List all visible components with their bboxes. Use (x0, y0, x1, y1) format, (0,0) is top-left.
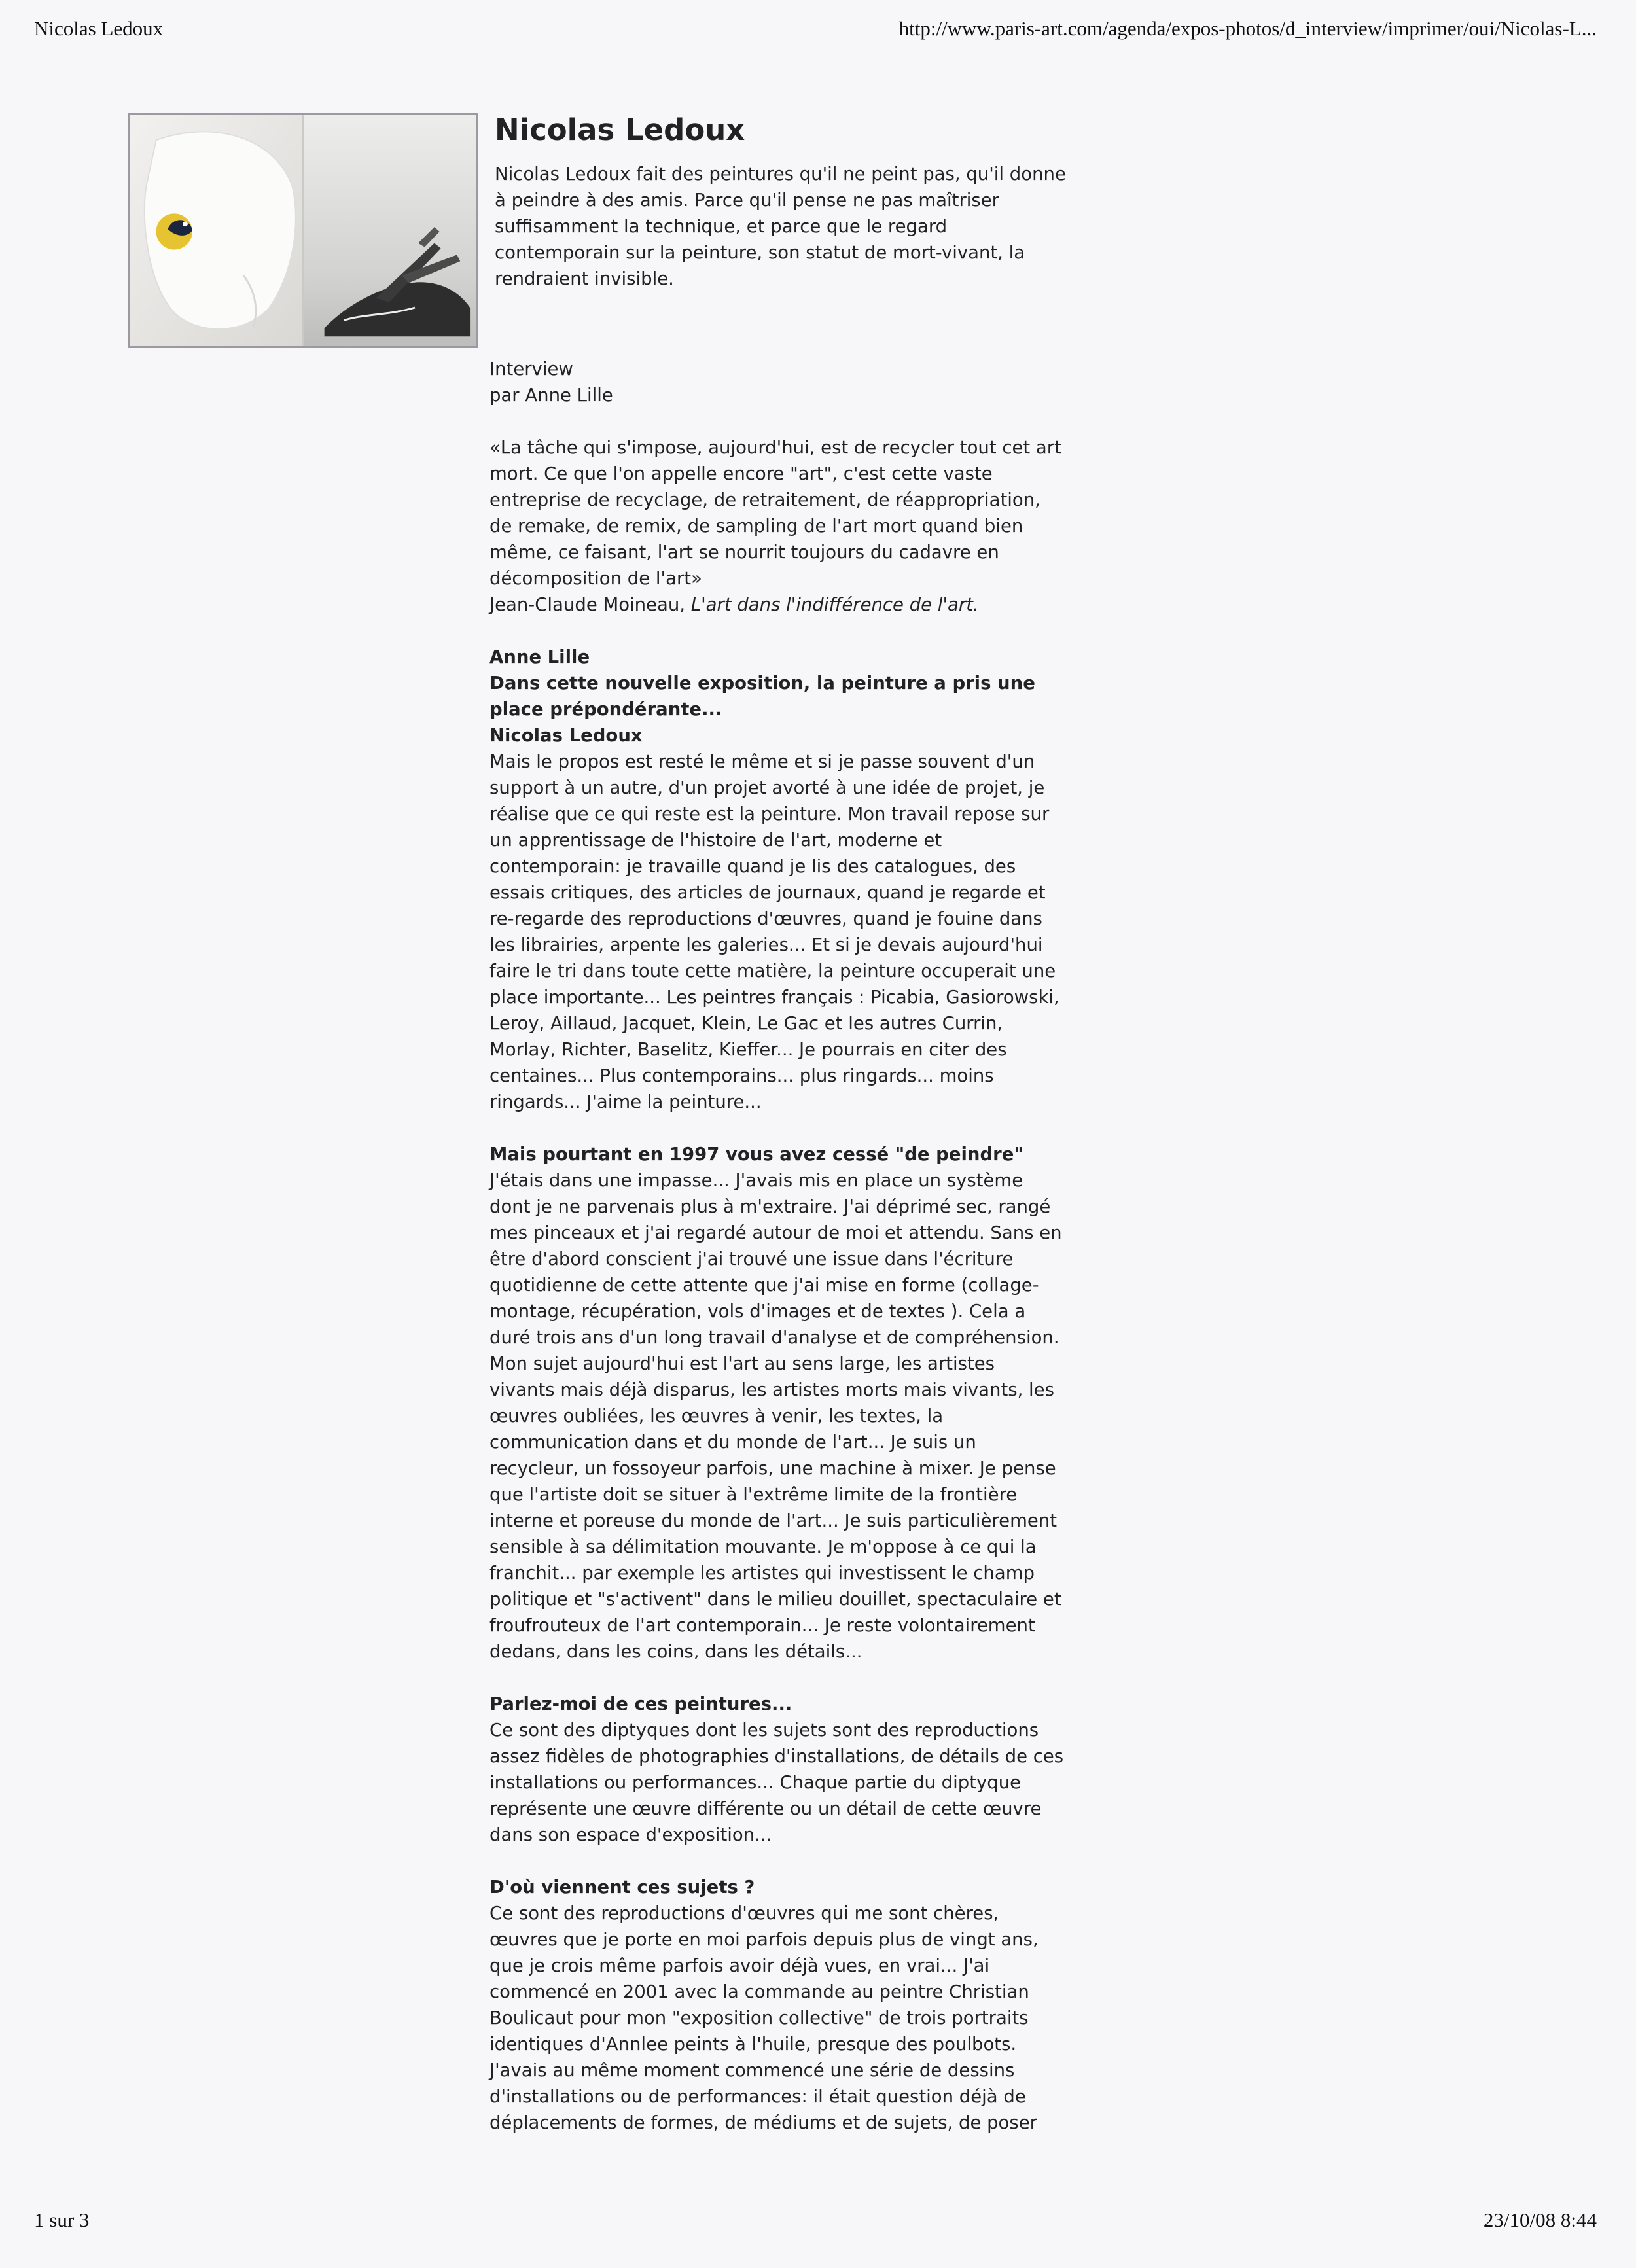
question-4: D'où viennent ces sujets ? (489, 1877, 755, 1898)
interviewee-name: Nicolas Ledoux (489, 725, 643, 746)
question-3: Parlez-moi de ces peintures... (489, 1693, 792, 1714)
article-intro: Nicolas Ledoux fait des peintures qu'il ne peint pas, qu'il donne à peindre à des amis. Parce qu'il pense ne pas maîtriser suffisamment la technique, et parce que le regard contemporain sur la peinture, son statut de mort-vivant, la rendraient invisible. (495, 164, 1066, 289)
question-2: Mais pourtant en 1997 vous avez cessé "de peindre" (489, 1144, 1023, 1165)
article-byline: par Anne Lille (489, 385, 613, 406)
question-1: Dans cette nouvelle exposition, la peinture a pris une place prépondérante... (489, 673, 1035, 720)
page-counter: 1 sur 3 (34, 2208, 90, 2231)
answer-3: Ce sont des diptyques dont les sujets sont des reproductions assez fidèles de photographies d'installations, de détails de ces installations ou performances... Chaque partie du diptyque représente une œuvre différente ou un détail de cette œuvre dans son espace d'exposition... (489, 1720, 1064, 1845)
page-title: Nicolas Ledoux (495, 113, 745, 147)
print-header-title: Nicolas Ledoux (34, 17, 164, 40)
epigraph-attribution (489, 592, 1065, 618)
article-body (489, 356, 1065, 2136)
epigraph-quote: «La tâche qui s'impose, aujourd'hui, est de recycler tout cet art mort. Ce que l'on appelle encore "art", c'est cette vaste entreprise de recyclage, de retraitement, de réappropriation, de remake, de remix, de sampling de l'art mort quand bien même, ce faisant, l'art se nourrit toujours du cadavre en décomposition de l'art» (489, 437, 1061, 589)
epigraph-source: L'art dans l'indifférence de l'art. (690, 594, 979, 615)
answer-1: Mais le propos est resté le même et si je passe souvent d'un support à un autre, d'un projet avorté à une idée de projet, je réalise que ce qui reste est la peinture. Mon travail repose sur un apprentissage de l'histoire de l'art, moderne et contemporain: je travaille quand je lis des catalogues, des essais critiques, des articles de journaux, quand je regarde et re-regarde des reproductions d'œuvres, quand je fouine dans les librairies, arpente les galeries... Et si je devais aujourd'hui faire le tri dans toute cette matière, la peinture occuperait une place importante... Les peintres français : Picabia, Gasiorowski, Leroy, Aillaud, Jacquet, Klein, Le Gac et les autres Currin, Morlay, Richter, Baselitz, Kieffer... Je pourrais en citer des centaines... Plus contemporains... plus ringards... moins ringards... J'aime la peinture... (489, 751, 1059, 1112)
epigraph-author: Jean-Claude Moineau, (489, 594, 691, 615)
artwork-diptych-image (128, 113, 478, 348)
article-kind: Interview (489, 359, 573, 380)
answer-2: J'étais dans une impasse... J'avais mis en place un système dont je ne parvenais plus à m'extraire. J'ai déprimé sec, rangé mes pinceaux et j'ai regardé autour de moi et attendu. Sans en être d'abord conscient j'ai trouvé une issue dans l'écriture quotidienne de cette attente que j'ai mise en forme (collage-montage, récupération, vols d'images et de textes ). Cela a duré trois ans d'un long travail d'analyse et de compréhension. Mon sujet aujourd'hui est l'art au sens large, les artistes vivants mais déjà disparus, les artistes morts mais vivants, les œuvres oubliées, les œuvres à venir, les textes, la communication dans et du monde de l'art... Je suis un recycleur, un fossoyeur parfois, une machine à mixer. Je pense que l'artiste doit se situer à l'extrême limite de la frontière interne et poreuse du monde de l'art... Je suis particulièrement sensible à sa délimitation mouvante. Je m'oppose à ce qui la franchit... par exemple les artistes qui investissent le champ politique et "s'activent" dans le milieu douillet, spectaculaire et froufrouteux de l'art contemporain... Je reste volontairement dedans, dans les coins, dans les détails... (489, 1170, 1062, 1662)
answer-4: Ce sont des reproductions d'œuvres qui me sont chères, œuvres que je porte en moi parfois depuis plus de vingt ans, que je crois même parfois avoir déjà vues, en vrai... J'ai commencé en 2001 avec la commande au peintre Christian Boulicaut pour mon "exposition collective" de trois portraits identiques d'Annlee peints à l'huile, presque des poulbots. J'avais au même moment commencé une série de dessins d'installations ou de performances: il était question déjà de déplacements de formes, de médiums et de sujets, de poser (489, 1903, 1039, 2133)
print-header-url: http://www.paris-art.com/agenda/expos-photos/d_interview/imprimer/oui/Nicolas-L... (898, 17, 1597, 40)
interviewer-name: Anne Lille (489, 647, 590, 667)
artwork-diptych-icon (130, 115, 476, 346)
print-timestamp: 23/10/08 8:44 (1483, 2208, 1597, 2231)
